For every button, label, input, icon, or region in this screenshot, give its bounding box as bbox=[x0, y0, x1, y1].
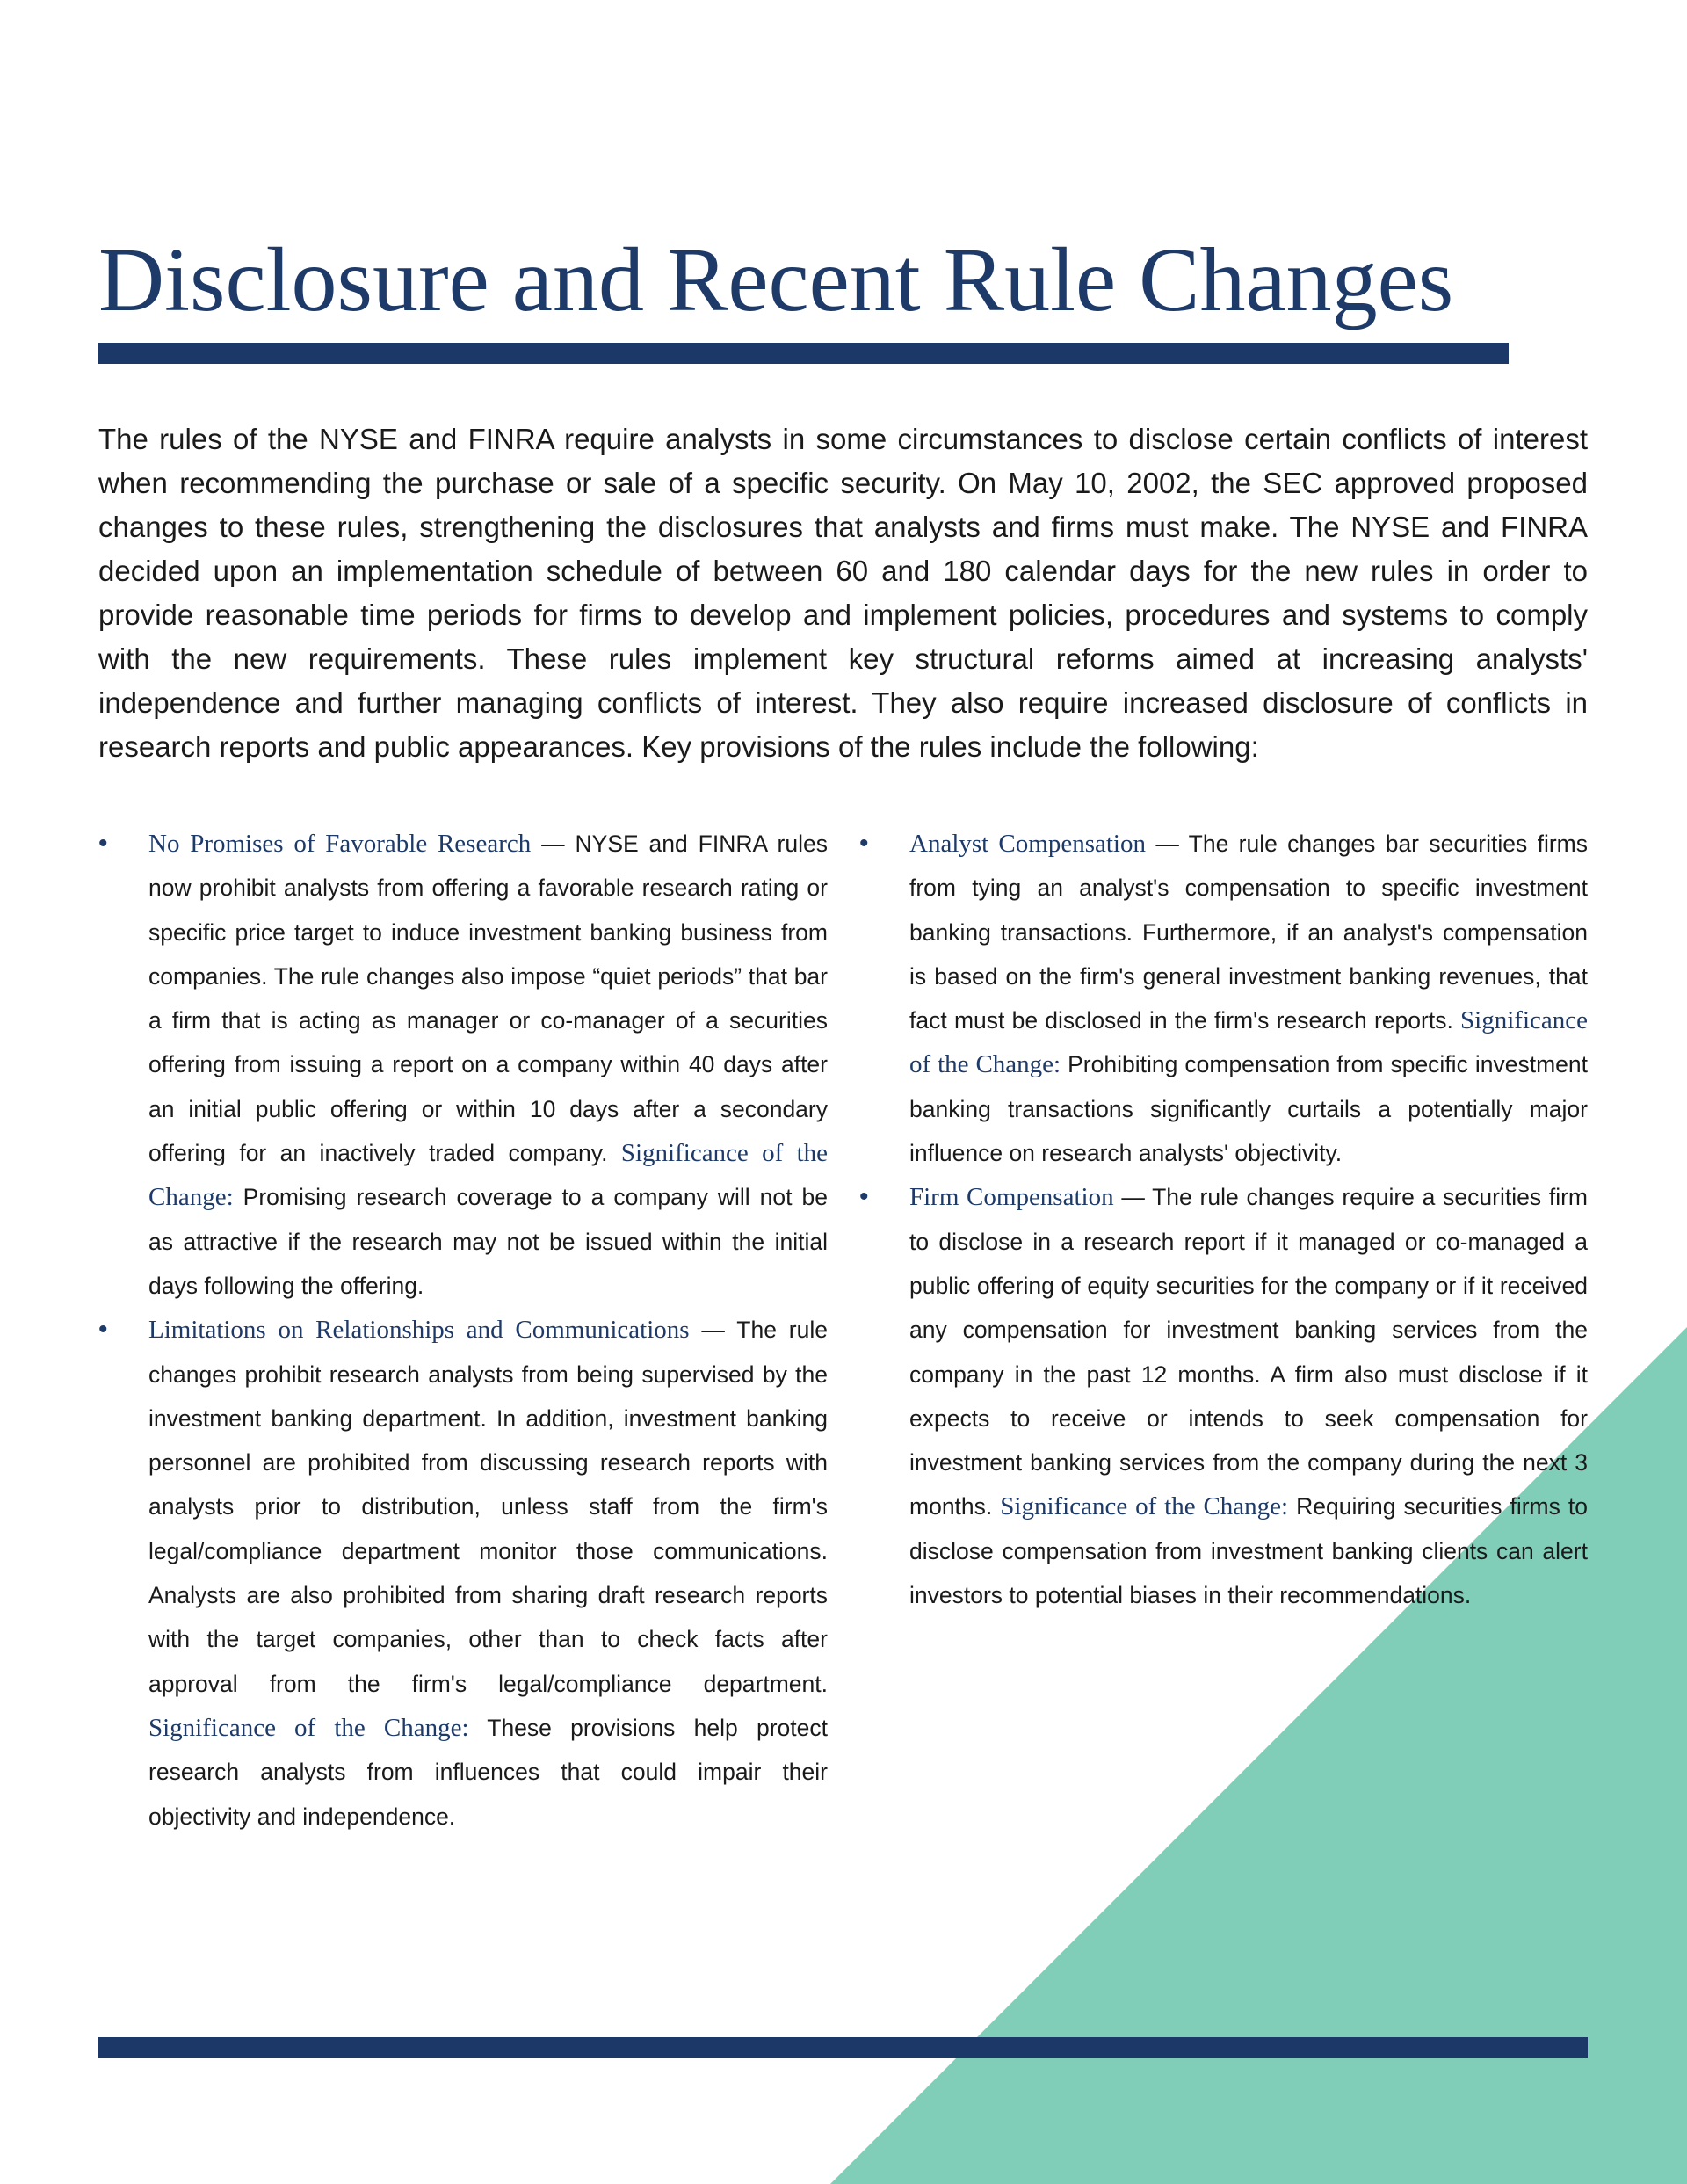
provision-item bbox=[859, 822, 1588, 1175]
provision-body: — The rule changes require a securities firm to disclose in a research report if it managed or co-managed a public offering of equity securities for the company or if it received any compensation for investment banking services from the company in the past 12 months. A firm also must disclose if it expects to receive or intends to seek compensation for investment banking services from the company during the next 3 months. bbox=[909, 1184, 1588, 1520]
significance-text: Requiring securities firms to disclose compensation from investment banking clients can alert investors to potential biases in their recommendations. bbox=[909, 1493, 1588, 1609]
title-underline-bar bbox=[98, 343, 1509, 364]
provisions-column-right bbox=[859, 822, 1588, 1617]
provision-body: — NYSE and FINRA rules now prohibit analysts from offering a favorable research rating or specific price target to induce investment banking business from companies. The rule changes also impose “quiet periods” that bar a firm that is acting as manager or co-manager of a securities offering from issuing a report on a company within 40 days after an initial public offering or within 10 days after a secondary offering for an inactively traded company. bbox=[148, 831, 828, 1167]
provisions-column-left bbox=[98, 822, 828, 1839]
bullet-icon: • bbox=[859, 829, 869, 858]
significance-label: Significance of the Change: bbox=[1000, 1492, 1289, 1521]
bullet-icon: • bbox=[98, 1315, 108, 1345]
provision-body: — The rule changes bar securities firms from tying an analyst's compensation to specific investment banking transactions. Furthermore, if an analyst's compensation is based on the firm's general investment banking revenues, that fact must be disclosed in the firm's research reports. bbox=[909, 831, 1588, 1034]
significance-text: Prohibiting compensation from specific investment banking transactions significantly curtails a potentially major influence on research analysts' objectivity. bbox=[909, 1051, 1588, 1167]
provision-heading: Limitations on Relationships and Communications bbox=[148, 1316, 690, 1345]
significance-label: Significance of the Change: bbox=[909, 1006, 1588, 1079]
provision-body: — The rule changes prohibit research analysts from being supervised by the investment banking department. In addition, investment banking personnel are prohibited from discussing research reports with analysts prior to distribution, unless staff from the firm's legal/compliance department monitor those communications. Analysts are also prohibited from sharing draft research reports with the target companies, other than to check facts after approval from the firm's legal/compliance department. bbox=[148, 1317, 828, 1697]
significance-text: Promising research coverage to a company will not be as attractive if the research may not be issued within the initial days following the offering. bbox=[148, 1184, 828, 1299]
provision-item bbox=[859, 1175, 1588, 1617]
provision-item bbox=[98, 822, 828, 1308]
footer-bar bbox=[98, 2037, 1588, 2058]
provision-item bbox=[98, 1308, 828, 1839]
provision-heading: No Promises of Favorable Research bbox=[148, 830, 532, 858]
provision-heading: Firm Compensation bbox=[909, 1183, 1114, 1212]
page-title: Disclosure and Recent Rule Changes bbox=[98, 229, 1454, 330]
bullet-icon: • bbox=[859, 1182, 869, 1212]
significance-label: Significance of the Change: bbox=[148, 1139, 828, 1212]
provision-heading: Analyst Compensation bbox=[909, 830, 1146, 858]
significance-label: Significance of the Change: bbox=[148, 1713, 469, 1742]
bullet-icon: • bbox=[98, 829, 108, 858]
intro-paragraph: The rules of the NYSE and FINRA require analysts in some circumstances to disclose certain conflicts of interest when recommending the purchase or sale of a specific security. On May 10, 2002, the SEC approved proposed changes to these rules, strengthening the disclosures that analysts and firms must make. The NYSE and FINRA decided upon an implementation schedule of between 60 and 180 calendar days for the new rules in order to provide reasonable time periods for firms to develop and implement policies, procedures and systems to comply with the new requirements. These rules implement key structural reforms aimed at increasing analysts' independence and further managing conflicts of interest. They also require increased disclosure of conflicts in research reports and public appearances. Key provisions of the rules include the following: bbox=[98, 423, 1588, 763]
significance-text: These provisions help protect research analysts from influences that could impair their objectivity and independence. bbox=[148, 1714, 828, 1830]
